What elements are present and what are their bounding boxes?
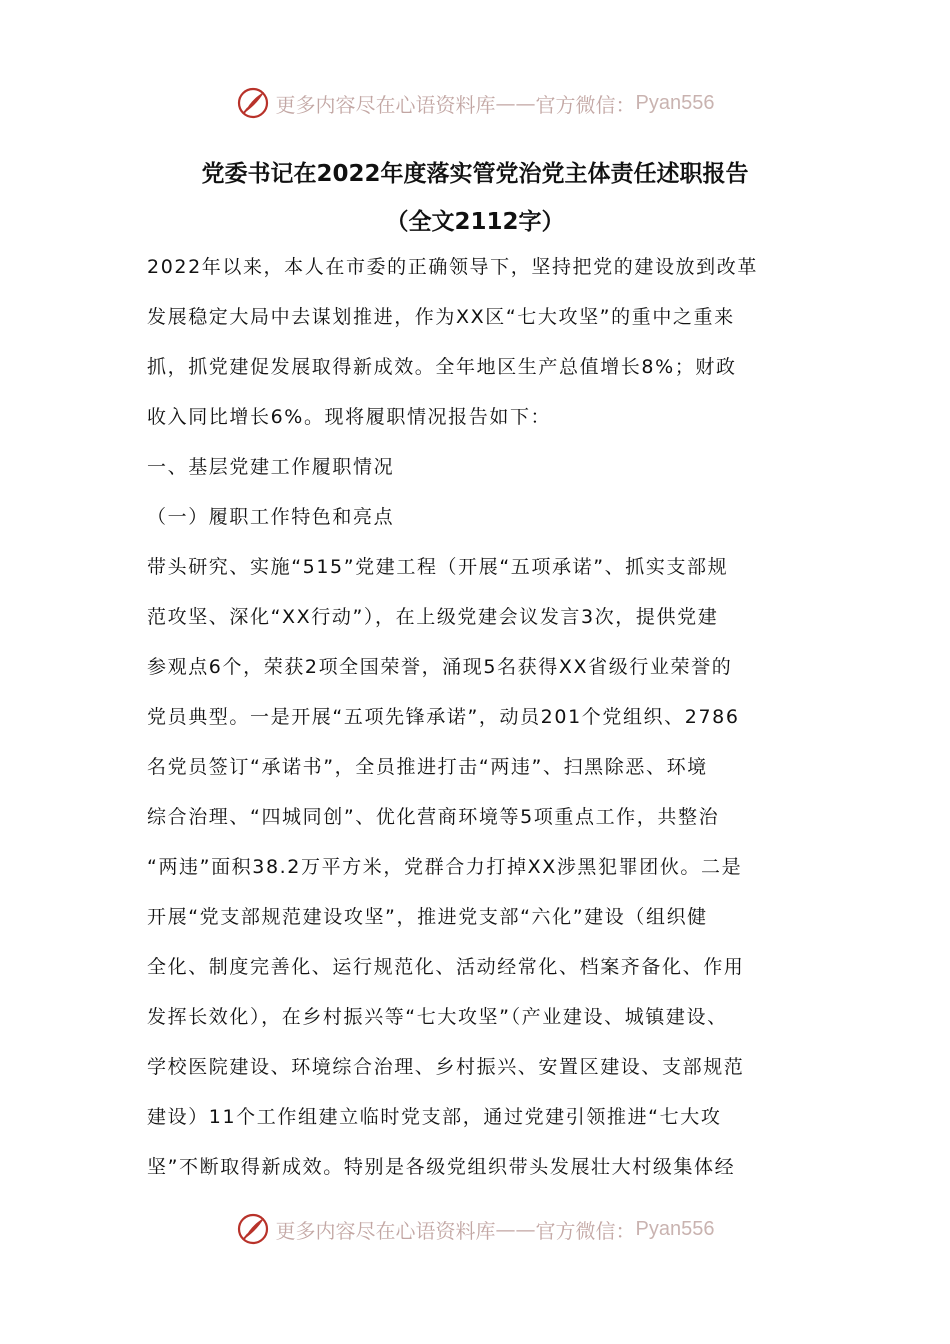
watermark-dash: —— — [495, 91, 536, 115]
body-line: 综合治理、“四城同创”、优化营商环境等5项重点工作，共整治 — [147, 806, 720, 828]
body-line: 发挥长效化），在乡村振兴等“七大攻坚”（产业建设、城镇建设、 — [147, 1006, 728, 1028]
watermark-wechat-label: 官方微信： — [535, 92, 636, 117]
body-line: 名党员签订“承诺书”，全员推进打击“两违”、扫黑除恶、环境 — [147, 756, 708, 778]
document-title: 党委书记在2022年度落实管党治党主体责任述职报告 — [201, 161, 749, 187]
body-line: 范攻坚、深化“XX行动”），在上级党建会议发言3次，提供党建 — [147, 606, 719, 628]
subsection-heading: （一）履职工作特色和亮点 — [147, 506, 395, 528]
body-line: 带头研究、实施“515”党建工程（开展“五项承诺”、抓实支部规 — [147, 556, 729, 578]
watermark-banner-top — [0, 81, 950, 125]
watermark-site-text: 更多内容尽在心语资料库 — [275, 1218, 496, 1243]
watermark-wechat-id: Pyan556 — [635, 91, 715, 114]
section-heading: 一、基层党建工作履职情况 — [147, 456, 395, 478]
body-line: 发展稳定大局中去谋划推进，作为XX区“七大攻坚”的重中之重来 — [147, 306, 735, 328]
watermark-wechat-label: 官方微信： — [535, 1218, 636, 1243]
body-line: 党员典型。一是开展“五项先锋承诺”，动员201个党组织、2786 — [147, 706, 740, 728]
body-line: 收入同比增长6%。现将履职情况报告如下： — [147, 406, 552, 428]
body-line: 参观点6个，荣获2项全国荣誉，涌现5名获得XX省级行业荣誉的 — [147, 656, 733, 678]
body-line: 开展“党支部规范建设攻坚”，推进党支部“六化”建设（组织健 — [147, 906, 708, 928]
document-subtitle: （全文2112字） — [385, 209, 565, 235]
body-line: 全化、制度完善化、运行规范化、活动经常化、档案齐备化、作用 — [147, 956, 745, 978]
body-line: 抓，抓党建促发展取得新成效。全年地区生产总值增长8%；财政 — [147, 356, 737, 378]
body-line: 建设）11个工作组建立临时党支部，通过党建引领推进“七大攻 — [147, 1106, 722, 1128]
body-line: 坚”不断取得新成效。特别是各级党组织带头发展壮大村级集体经 — [147, 1156, 736, 1178]
body-line: 学校医院建设、环境综合治理、乡村振兴、安置区建设、支部规范 — [147, 1056, 745, 1078]
document-body — [147, 242, 817, 1192]
quill-logo-icon — [236, 1212, 270, 1246]
watermark-site-text: 更多内容尽在心语资料库 — [275, 92, 496, 117]
watermark-banner-bottom — [0, 1207, 950, 1251]
body-line: 2022年以来，本人在市委的正确领导下，坚持把党的建设放到改革 — [147, 256, 758, 278]
watermark-wechat-id: Pyan556 — [635, 1217, 715, 1240]
body-line: “两违”面积38.2万平方米，党群合力打掉XX涉黑犯罪团伙。二是 — [147, 856, 743, 878]
watermark-dash: —— — [495, 1217, 536, 1241]
quill-logo-icon — [236, 86, 270, 120]
